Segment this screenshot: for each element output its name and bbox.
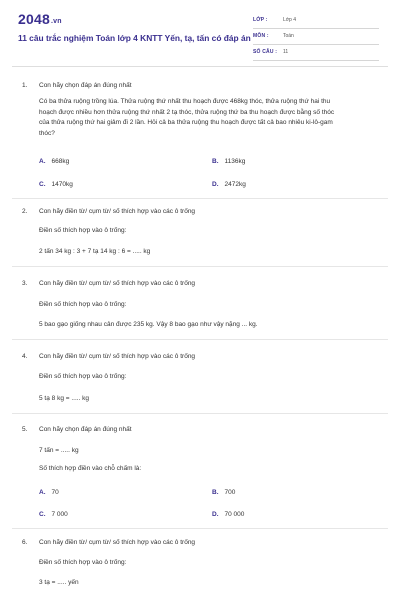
question-number: 2. — [22, 208, 28, 215]
question-number: 5. — [22, 426, 28, 433]
question-divider — [12, 198, 388, 199]
meta-label: MÔN : — [253, 33, 269, 39]
question-number: 4. — [22, 353, 28, 360]
question-number: 6. — [22, 539, 28, 546]
meta-row-subject — [253, 30, 379, 45]
option-a[interactable] — [39, 489, 59, 496]
option-text: 1470kg — [51, 181, 73, 188]
meta-row-question-count — [253, 46, 379, 61]
option-text: 668kg — [51, 158, 70, 165]
question-prompt: Con hãy điền từ/ cụm từ/ số thích hợp vào các ô trống — [39, 539, 196, 546]
option-text: 700 — [224, 489, 236, 496]
question-prompt: Con hãy điền từ/ cụm từ/ số thích hợp vào các ô trống — [39, 280, 196, 287]
option-text: 7 000 — [51, 511, 68, 518]
question-number: 1. — [22, 82, 28, 89]
meta-value: Lớp 4 — [283, 17, 297, 23]
header-divider — [12, 66, 388, 67]
option-letter: B. — [212, 489, 219, 496]
logo-tld: .vn — [50, 18, 62, 25]
logo-text: 2048 — [18, 11, 50, 27]
option-letter: A. — [39, 489, 46, 496]
question-prompt: Con hãy điền từ/ cụm từ/ số thích hợp vào các ô trống — [39, 353, 196, 360]
meta-label: SỐ CÂU : — [253, 49, 278, 55]
question-statement: 3 tạ = ..... yến — [39, 579, 79, 586]
meta-label: LỚP : — [253, 17, 268, 23]
option-d[interactable] — [212, 511, 244, 518]
question-statement: 7 tấn = ..... kg — [39, 447, 79, 454]
option-letter: D. — [212, 181, 219, 188]
question-instruction: Điền số thích hợp vào ô trống: — [39, 559, 127, 566]
option-a[interactable] — [39, 158, 69, 165]
question-body: Có ba thửa ruộng trồng lúa. Thửa ruộng thứ nhất thu hoạch được 468kg thóc, thửa ruộng thứ hai thu hoạch được nhiều hơn thửa ruộng thứ nhất 2 tạ thóc, thửa ruộng thứ ba thu hoạch được bằng số thóc của thửa ruộng thứ hai giảm đi 2 lần. Hỏi cả ba thửa ruộng thu hoạch được tất cả bao nhiêu ki-lô-gam thóc? — [39, 98, 335, 137]
option-letter: B. — [212, 158, 219, 165]
site-logo[interactable] — [18, 11, 62, 27]
option-text: 70 — [51, 489, 59, 496]
option-c[interactable] — [39, 181, 73, 188]
question-number: 3. — [22, 280, 28, 287]
question-instruction: Điền số thích hợp vào ô trống: — [39, 373, 127, 380]
question-statement: 2 tấn 34 kg : 3 + 7 tạ 14 kg : 6 = ..... kg — [39, 248, 151, 255]
option-text: 2472kg — [224, 181, 246, 188]
question-instruction: Số thích hợp điền vào chỗ chấm là: — [39, 465, 142, 472]
question-divider — [12, 266, 388, 267]
meta-value: Toán — [283, 33, 294, 39]
option-letter: D. — [212, 511, 219, 518]
question-statement: 5 tạ 8 kg = ..... kg — [39, 395, 90, 402]
option-b[interactable] — [212, 158, 245, 165]
question-prompt: Con hãy chọn đáp án đúng nhất — [39, 426, 132, 433]
option-d[interactable] — [212, 181, 246, 188]
meta-row-grade — [253, 14, 379, 29]
option-letter: C. — [39, 181, 46, 188]
question-instruction: Điền số thích hợp vào ô trống: — [39, 301, 127, 308]
question-prompt: Con hãy điền từ/ cụm từ/ số thích hợp vào các ô trống — [39, 208, 196, 215]
question-divider — [12, 413, 388, 414]
option-c[interactable] — [39, 511, 68, 518]
question-divider — [12, 339, 388, 340]
question-prompt: Con hãy chọn đáp án đúng nhất — [39, 82, 132, 89]
meta-value: 11 — [283, 49, 289, 55]
option-b[interactable] — [212, 489, 235, 496]
worksheet-header — [0, 0, 400, 78]
option-letter: A. — [39, 158, 46, 165]
option-letter: C. — [39, 511, 46, 518]
question-divider — [12, 528, 388, 529]
page-title: 11 câu trắc nghiệm Toán lớp 4 KNTT Yến, tạ, tấn có đáp án — [18, 33, 251, 43]
option-text: 1136kg — [224, 158, 246, 165]
question-statement: 5 bao gạo giống nhau cân được 235 kg. Vậy 8 bao gạo như vậy nặng ... kg. — [39, 321, 258, 328]
option-text: 70 000 — [224, 511, 245, 518]
question-instruction: Điền số thích hợp vào ô trống: — [39, 227, 127, 234]
